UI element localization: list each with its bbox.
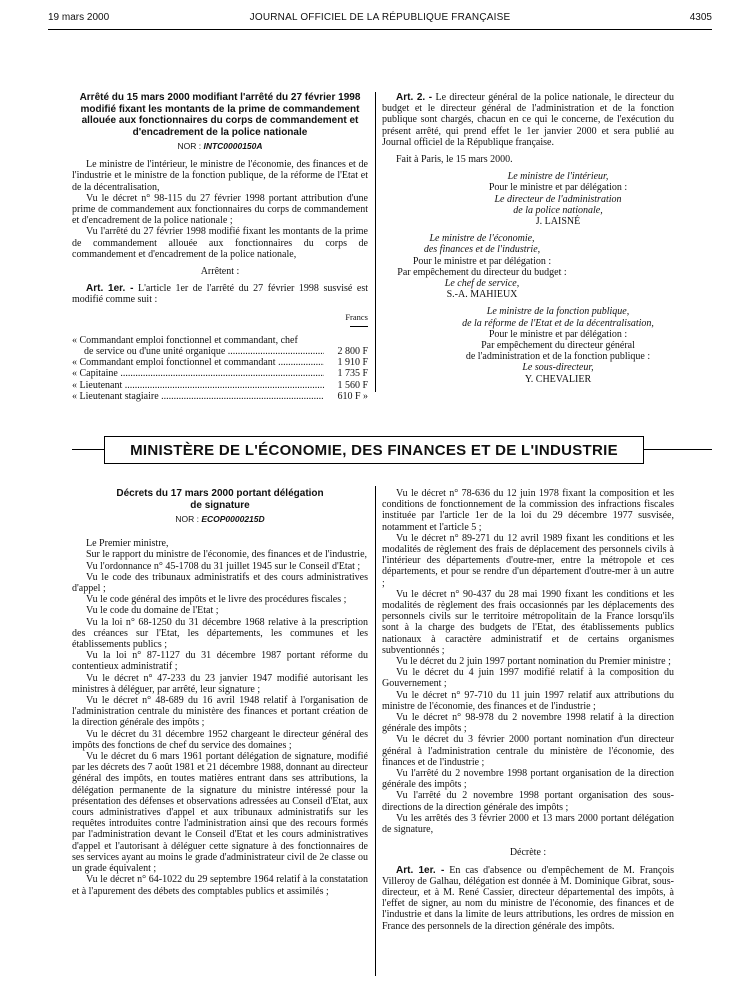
decret-paragraph: Vu le décret du 2 juin 1997 portant nomination du Premier ministre ;: [396, 656, 671, 668]
signatory-line: Le sous-directeur,: [522, 362, 594, 374]
decret-nor: [72, 514, 368, 525]
page-header: [48, 12, 712, 28]
signatory-line: Pour le ministre et par délégation :: [412, 255, 552, 267]
signatory-name: S.-A. MAHIEUX: [446, 289, 518, 301]
signature-block-interieur: [382, 171, 674, 227]
signatory-line: Le ministre de l'intérieur,: [507, 171, 609, 183]
signatory-name: J. LAISNÉ: [535, 216, 581, 228]
amount-value: 1 910 F: [337, 357, 368, 369]
signatory-line: Le directeur de l'administration: [494, 193, 622, 205]
amount-value: 1 735 F: [337, 368, 368, 380]
article-text: L'article 1er de l'arrêté du 27 février 1998 susvisé est modifié comme suit :: [72, 283, 368, 306]
amount-value: 2 800 F: [337, 346, 368, 358]
signatory-line: Par empêchement du directeur du budget :: [397, 266, 567, 278]
column-divider-top: [375, 92, 376, 392]
decret-right-column: [382, 488, 674, 932]
decret-paragraph: Vu l'arrêté du 2 novembre 1998 portant organisation des sous-directions de la direction générale des impôts ;: [382, 790, 674, 813]
decret-paragraph: Vu la loi n° 68-1250 du 31 décembre 1968 relative à la prescription des créances sur l'Etat, les départements, les communes et les établissements publics ;: [72, 616, 368, 651]
signatory-name: Y. CHEVALIER: [524, 373, 592, 385]
amount-row: [72, 380, 368, 391]
amount-label: « Capitaine: [72, 368, 118, 380]
decret-paragraph: Vu la loi n° 87-1127 du 31 décembre 1987 portant réforme du contentieux administratif ;: [72, 650, 368, 673]
decret-paragraph: Vu le décret n° 64-1022 du 29 septembre 1964 relatif à la constatation et à l'apurement des débets des comptables publics et assimilés ;: [72, 874, 368, 897]
arrete-nor: [72, 141, 368, 152]
decret-paragraph: Vu le décret du 4 juin 1997 modifié relatif à la composition du Gouvernement ;: [382, 667, 674, 690]
decret-paragraph: Vu les arrêtés des 3 février 2000 et 13 mars 2000 portant délégation de signature,: [382, 812, 674, 836]
decret-decrete: Décrète :: [509, 847, 547, 859]
article-text: Le directeur général de la police nationale, le directeur du budget et le directeur général de l'administration et de la fonction publique sont chargés, chacun en ce qui le concerne, de l'exécution du présent arrêté, qui prend effet le 1er janvier 2000 et sera publié au Journal officiel de la République française.: [382, 92, 674, 148]
amount-label: de service ou d'une unité organique: [84, 346, 226, 358]
decret-paragraph: Vu le décret n° 90-437 du 28 mai 1990 fixant les conditions et les modalités de règlement des frais occasionnés par les déplacements des personnels civils sur le territoire métropolitain de la France lorsqu'ils sont à la charge des budgets de l'Etat, des établissements publics nationaux à caractère administratif et de certains organismes subventionnés ;: [382, 588, 674, 656]
signatory-line: des finances et de l'industrie,: [423, 244, 541, 256]
amount-label: « Commandant emploi fonctionnel et commandant, chef: [72, 334, 298, 346]
decret-paragraph: Vu le décret n° 78-636 du 12 juin 1978 fixant la composition et les conditions de fonctionnement de la commission des infractions fiscales instituée par l'article 1er de la loi du 29 décembre 1977 susvisée, notamment et l'article 5 ;: [382, 488, 674, 533]
arrete-article-2: [382, 92, 674, 148]
decret-nor-code: ECOP0000215D: [201, 514, 265, 524]
fait-a-paris: Fait à Paris, le 15 mars 2000.: [396, 154, 513, 166]
amount-row: [72, 368, 368, 379]
amount-label: « Commandant emploi fonctionnel et commandant: [72, 357, 276, 369]
amount-row: [72, 335, 368, 346]
signatory-line: Le ministre de la fonction publique,: [486, 306, 630, 318]
amount-label: « Lieutenant: [72, 379, 123, 391]
amount-label: « Lieutenant stagiaire: [72, 390, 159, 402]
arrete-article-1: [72, 283, 368, 305]
decret-paragraph: Le Premier ministre,: [86, 538, 169, 550]
decret-paragraph: Sur le rapport du ministre de l'économie, des finances et de l'industrie,: [86, 549, 368, 561]
decret-paragraph: Vu le code général des impôts et le livre des procédures fiscales ;: [86, 594, 347, 606]
arrete-nor-label: NOR :: [177, 141, 202, 151]
decret-paragraph: Vu le décret n° 89-271 du 12 avril 1989 fixant les conditions et les modalités de règlement des frais de déplacement des personnels civils à l'intérieur des départements d'outre-mer, entre la métropole et ces départements, et pour se rendre d'un département d'outre-mer à un autre ;: [382, 532, 674, 589]
decret-paragraph: Vu le code du domaine de l'Etat ;: [86, 605, 219, 617]
header-rule: [48, 29, 712, 30]
signatory-line: Le chef de service,: [444, 278, 520, 290]
arrete-title: Arrêté du 15 mars 2000 modifiant l'arrêté du 27 février 1998 modifié fixant les montants de la prime de commandement allouée aux fonctionnaires du corps de commandement et d'encadrement de la police nationale: [79, 92, 361, 138]
arrete-left-column: [72, 92, 368, 402]
signatory-line: Pour le ministre et par délégation :: [488, 182, 628, 194]
article-label: Art. 2. -: [396, 92, 433, 103]
arrete-paragraph: Vu le décret n° 98-115 du 27 février 1998 portant attribution d'une prime de commandement aux fonctionnaires du corps de commandement et d'encadrement de la police nationale ;: [72, 192, 368, 227]
decret-paragraph: Vu le décret n° 97-710 du 11 juin 1997 relatif aux attributions du ministre de l'économie, des finances et de l'industrie ;: [382, 689, 674, 712]
amount-row: [72, 357, 368, 368]
decret-article-1: [382, 865, 674, 932]
article-text: En cas d'absence ou d'empêchement de M. François Villeroy de Galhau, délégation est donnée à M. Dominique Gibrat, sous-directeur, et à M. René Cassier, directeur départemental des impôts, à l'effet de signer, au nom du ministre de l'économie, des finances et de l'industrie et dans la limite de leurs attributions, les ordres de mission en France des personnels de la direction générale des impôts.: [382, 864, 675, 932]
signatory-line: Par empêchement du directeur général: [481, 340, 635, 352]
decret-paragraph: Vu le décret du 3 février 2000 portant nomination d'un directeur général à l'administration centrale du ministère de l'économie, des finances et de l'industrie ;: [382, 734, 674, 768]
article-label: Art. 1er. -: [396, 864, 445, 876]
decret-paragraph: Vu l'arrêté du 2 novembre 1998 portant organisation de la direction générale des impôts ;: [382, 768, 674, 791]
arrete-paragraph: Vu l'arrêté du 27 février 1998 modifié fixant les montants de la prime de commandement allouée aux fonctionnaires du corps de commandement et d'encadrement de la police nationale,: [72, 226, 368, 260]
arrete-arretent: Arrêtent :: [200, 266, 240, 278]
arrete-right-column: [382, 92, 674, 385]
page-number: 4305: [689, 12, 712, 23]
signatory-line: Le ministre de l'économie,: [429, 233, 535, 245]
decret-paragraph: Vu le décret du 31 décembre 1952 chargeant le directeur général des impôts des fonctions de chef du service des domaines ;: [72, 728, 368, 751]
amount-value: 610 F »: [337, 390, 368, 402]
decret-paragraph: Vu le décret n° 48-689 du 16 avril 1948 relatif à l'organisation de l'administration centrale du ministère des finances et portant création de la direction générale des impôts ;: [72, 695, 368, 729]
header-date: 19 mars 2000: [48, 12, 110, 23]
signatory-line: Pour le ministre et par délégation :: [488, 328, 628, 340]
decret-paragraph: Vu le code des tribunaux administratifs et des cours administratives d'appel ;: [72, 571, 368, 595]
journal-title: JOURNAL OFFICIEL DE LA RÉPUBLIQUE FRANÇAISE: [249, 12, 511, 23]
column-divider-bottom: [375, 486, 376, 976]
decret-paragraph: Vu le décret n° 98-978 du 2 novembre 1998 relatif à la direction générale des impôts ;: [382, 712, 674, 735]
decret-paragraph: Vu l'ordonnance n° 45-1708 du 31 juillet 1945 sur le Conseil d'Etat ;: [86, 560, 361, 572]
francs-header: Francs: [345, 311, 368, 322]
signatory-line: de la police nationale,: [513, 204, 603, 216]
signature-block-economie: [382, 233, 582, 300]
decret-title: Décrets du 17 mars 2000 portant délégation de signature: [116, 488, 324, 511]
amount-row: [72, 346, 368, 357]
decret-paragraph: Vu le décret n° 47-233 du 23 janvier 1947 modifié autorisant les ministres à déléguer, par arrêté, leur signature ;: [72, 672, 368, 695]
arrete-paragraph: Le ministre de l'intérieur, le ministre de l'économie, des finances et de l'industrie et le ministre de la fonction publique, de la réforme de l'Etat et de la décentralisation,: [72, 159, 368, 193]
francs-dash: [350, 326, 368, 327]
decret-left-column: [72, 488, 368, 897]
signatory-line: de l'administration et de la fonction publique :: [465, 351, 651, 363]
arrete-nor-code: INTC0000150A: [203, 141, 263, 151]
decret-paragraph: Vu le décret du 6 mars 1961 portant délégation de signature, modifié par les décrets des 7 août 1981 et 21 décembre 1988, donnant au directeur général des impôts, en toutes matières entrant dans ses attributions, la délégation permanente de la signature du ministre intéressé pour la présentation des défenses et observations adressées au Conseil d'Etat, aux cours administratives d'appel et aux tribunaux administratifs sur les requêtes introduites contre l'administration ainsi que des recours formés par l'administration devant le Conseil d'Etat et les cours administratives d'appel et l'autorisant à déléguer cette signature à des fonctionnaires de ses services ayant au moins le grade d'administrateur civil de 2e classe ou un grade équivalent ;: [72, 751, 369, 875]
ministry-heading: MINISTÈRE DE L'ÉCONOMIE, DES FINANCES ET DE L'INDUSTRIE: [104, 436, 644, 464]
article-label: Art. 1er. -: [86, 283, 134, 295]
signatory-line: de la réforme de l'Etat et de la décentralisation,: [462, 317, 654, 329]
signature-block-fonction-publique: [382, 306, 674, 384]
amount-row: [72, 391, 368, 402]
amount-value: 1 560 F: [337, 379, 368, 391]
amounts-table: [72, 335, 368, 402]
decret-nor-label: NOR :: [175, 514, 199, 524]
